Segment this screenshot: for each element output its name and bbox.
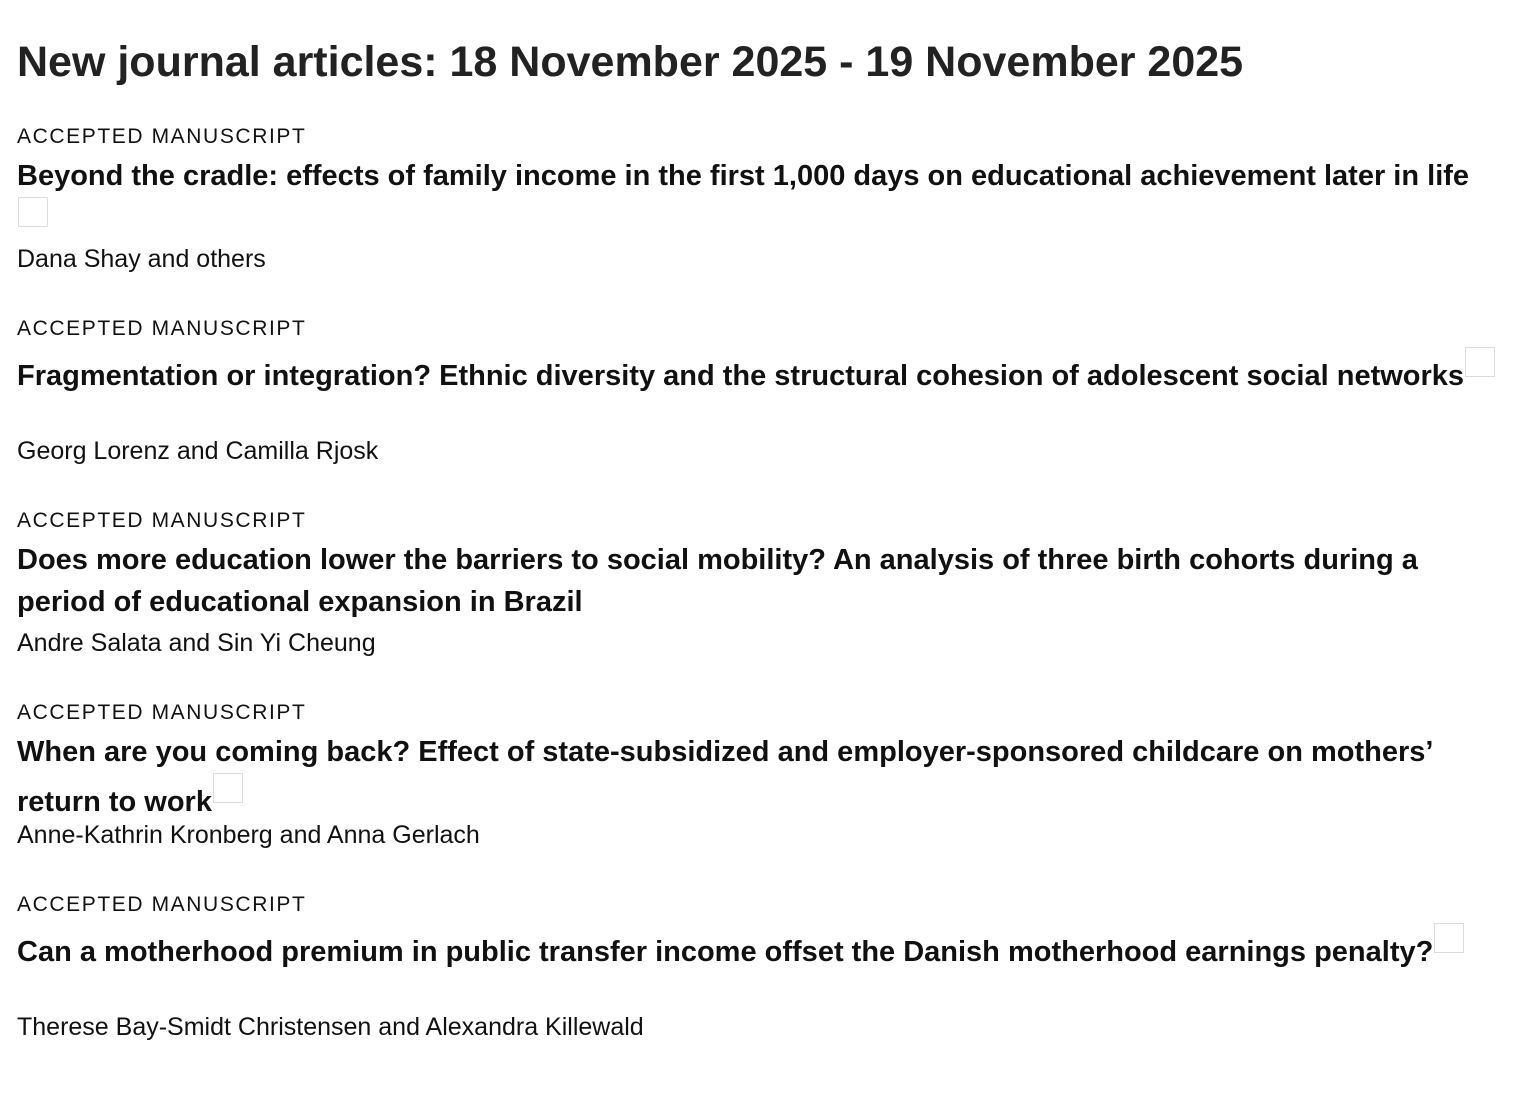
article-title-text: Fragmentation or integration? Ethnic diversity and the structural cohesion of adolescent social networks <box>17 360 1465 392</box>
article-item <box>17 313 1507 505</box>
article-title-link[interactable] <box>17 155 1497 247</box>
article-title-text: Can a motherhood premium in public transfer income offset the Danish motherhood earnings penalty? <box>17 936 1434 968</box>
article-item <box>17 889 1507 1081</box>
article-title-link[interactable] <box>17 731 1497 823</box>
article-type-label: ACCEPTED MANUSCRIPT <box>17 893 307 916</box>
page-title: New journal articles: 18 November 2025 - 19 November 2025 <box>17 38 1244 86</box>
article-authors: Dana Shay and others <box>17 245 266 273</box>
article-authors: Andre Salata and Sin Yi Cheung <box>17 629 376 657</box>
article-authors: Georg Lorenz and Camilla Rjosk <box>17 437 379 465</box>
article-authors: Anne-Kathrin Kronberg and Anna Gerlach <box>17 821 480 849</box>
article-item <box>17 697 1507 889</box>
broken-image-icon <box>1465 347 1495 377</box>
article-title-link[interactable] <box>17 923 1497 973</box>
article-type-label: ACCEPTED MANUSCRIPT <box>17 317 307 340</box>
article-item <box>17 121 1507 313</box>
article-item <box>17 505 1507 697</box>
article-title-text: Beyond the cradle: effects of family income in the first 1,000 days on educational achievement later in life <box>17 160 1470 192</box>
broken-image-icon <box>18 197 48 227</box>
article-list <box>17 121 1507 1081</box>
article-type-label: ACCEPTED MANUSCRIPT <box>17 125 307 148</box>
broken-image-icon <box>1434 923 1464 953</box>
broken-image-icon <box>213 773 243 803</box>
article-title-link[interactable] <box>17 347 1497 397</box>
article-title-text: When are you coming back? Effect of state-subsidized and employer-sponsored childcare on mothers’ return to work <box>17 736 1432 818</box>
article-type-label: ACCEPTED MANUSCRIPT <box>17 509 307 532</box>
article-title-text: Does more education lower the barriers to social mobility? An analysis of three birth cohorts during a period of educational expansion in Brazil <box>17 544 1418 618</box>
article-authors: Therese Bay-Smidt Christensen and Alexandra Killewald <box>17 1013 644 1041</box>
article-title-link[interactable] <box>17 539 1497 623</box>
article-type-label: ACCEPTED MANUSCRIPT <box>17 701 307 724</box>
